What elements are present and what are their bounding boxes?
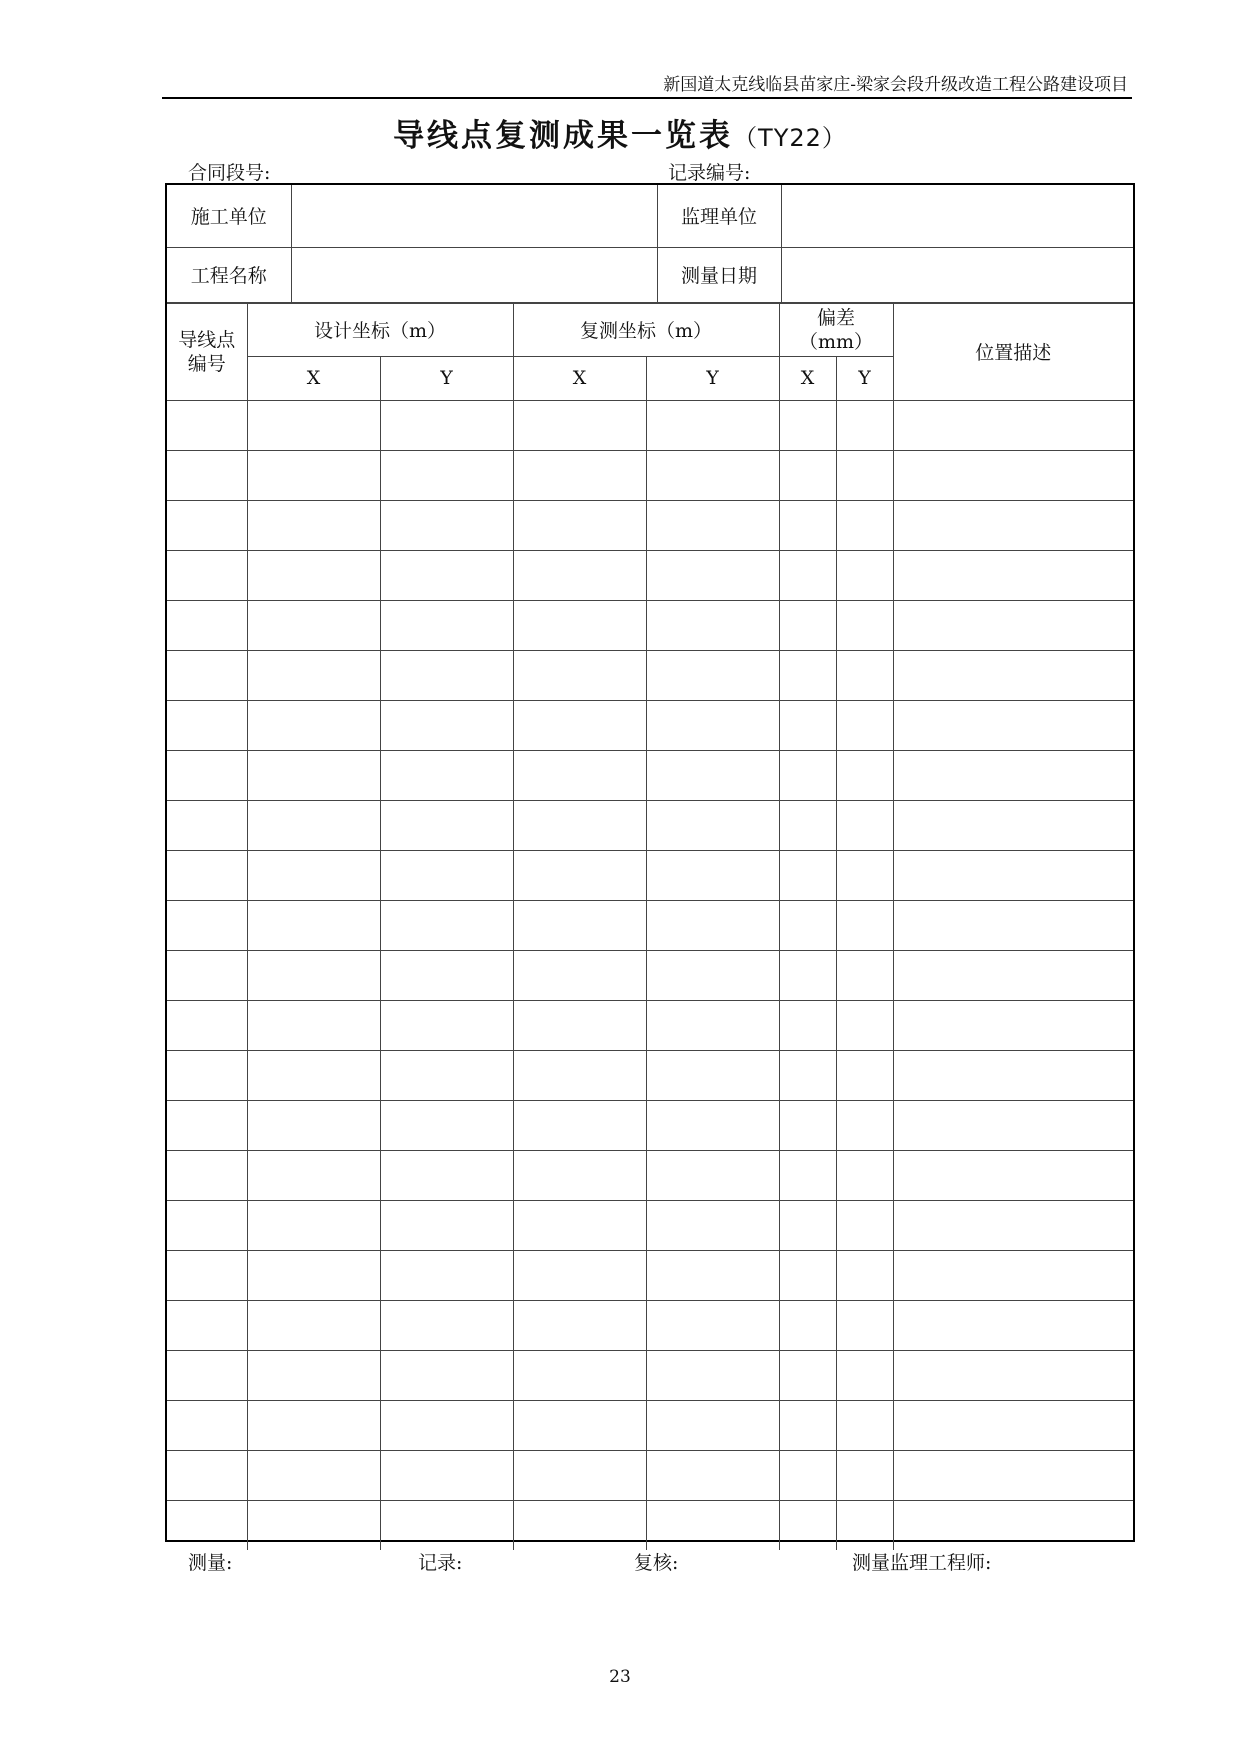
table-cell[interactable] [646, 850, 779, 900]
table-cell[interactable] [247, 900, 380, 950]
table-cell[interactable] [247, 1000, 380, 1050]
table-cell[interactable] [893, 1200, 1133, 1250]
table-row [167, 1500, 1133, 1550]
table-cell[interactable] [247, 400, 380, 450]
table-cell[interactable] [893, 1500, 1133, 1550]
table-cell[interactable] [167, 1500, 247, 1550]
table-cell[interactable] [893, 400, 1133, 450]
table-cell[interactable] [646, 1450, 779, 1500]
table-cell[interactable] [836, 1350, 893, 1400]
table-row [167, 1250, 1133, 1300]
table-cell[interactable] [779, 500, 836, 550]
table-cell[interactable] [380, 750, 513, 800]
table-cell[interactable] [836, 400, 893, 450]
table-cell[interactable] [646, 1150, 779, 1200]
table-cell[interactable] [893, 1250, 1133, 1300]
table-cell[interactable] [380, 500, 513, 550]
table-row [167, 1150, 1133, 1200]
table-cell[interactable] [779, 1250, 836, 1300]
table-cell[interactable] [646, 1050, 779, 1100]
table-cell[interactable] [779, 850, 836, 900]
table-cell[interactable] [167, 1100, 247, 1150]
table-cell[interactable] [893, 1100, 1133, 1150]
table-cell[interactable] [779, 1500, 836, 1550]
table-row [167, 1200, 1133, 1250]
table-cell[interactable] [893, 1000, 1133, 1050]
table-row [167, 1050, 1133, 1100]
table-cell[interactable] [779, 400, 836, 450]
table-cell[interactable] [779, 1200, 836, 1250]
table-row [167, 1350, 1133, 1400]
table-cell[interactable] [836, 1450, 893, 1500]
table-cell[interactable] [513, 1250, 646, 1300]
table-cell[interactable] [646, 800, 779, 850]
table-cell[interactable] [380, 400, 513, 450]
table-cell[interactable] [167, 950, 247, 1000]
table-cell[interactable] [836, 800, 893, 850]
table-cell[interactable] [247, 1500, 380, 1550]
title-code: （TY22） [733, 124, 847, 152]
table-cell[interactable] [646, 500, 779, 550]
table-cell[interactable] [513, 1500, 646, 1550]
table-cell[interactable] [380, 1400, 513, 1450]
table-cell[interactable] [247, 1350, 380, 1400]
check-signature-label: 复核: [634, 1552, 679, 1574]
table-cell[interactable] [513, 950, 646, 1000]
table-cell[interactable] [247, 1100, 380, 1150]
table-cell[interactable] [167, 1050, 247, 1100]
table-cell[interactable] [380, 1500, 513, 1550]
table-cell[interactable] [380, 950, 513, 1000]
table-cell[interactable] [247, 700, 380, 750]
table-cell[interactable] [646, 1250, 779, 1300]
table-cell[interactable] [893, 950, 1133, 1000]
supervision-unit-label: 监理单位 [657, 185, 781, 247]
resurvey-coord-header: 复测坐标（m） [513, 303, 779, 356]
construction-unit-field[interactable] [291, 185, 657, 247]
table-cell[interactable] [836, 600, 893, 650]
record-number-label: 记录编号: [668, 162, 751, 184]
title-main: 导线点复测成果一览表 [393, 118, 734, 154]
table-cell[interactable] [513, 1200, 646, 1250]
design-y-header: Y [380, 356, 513, 400]
table-cell[interactable] [167, 750, 247, 800]
contract-label: 合同段号: [188, 162, 271, 184]
table-cell[interactable] [380, 550, 513, 600]
table-cell[interactable] [836, 1000, 893, 1050]
table-cell[interactable] [779, 900, 836, 950]
table-cell[interactable] [513, 900, 646, 950]
table-row [167, 1450, 1133, 1500]
table-cell[interactable] [247, 1300, 380, 1350]
deviation-header: 偏差（mm） [779, 303, 893, 356]
table-row [167, 1000, 1133, 1050]
table-cell[interactable] [380, 800, 513, 850]
table-cell[interactable] [893, 750, 1133, 800]
resurvey-x-header: X [513, 356, 646, 400]
table-cell[interactable] [380, 1200, 513, 1250]
table-cell[interactable] [167, 1400, 247, 1450]
table-cell[interactable] [893, 900, 1133, 950]
table-cell[interactable] [513, 650, 646, 700]
table-cell[interactable] [646, 1200, 779, 1250]
point-number-header: 导线点编号 [167, 303, 247, 400]
table-cell[interactable] [893, 550, 1133, 600]
table-cell[interactable] [167, 1150, 247, 1200]
table-row [167, 500, 1133, 550]
table-cell[interactable] [836, 1500, 893, 1550]
table-cell[interactable] [893, 1400, 1133, 1450]
table-cell[interactable] [167, 700, 247, 750]
table-cell[interactable] [380, 1350, 513, 1400]
table-cell[interactable] [167, 650, 247, 700]
table-cell[interactable] [247, 1050, 380, 1100]
table-cell[interactable] [779, 1300, 836, 1350]
table-cell[interactable] [646, 450, 779, 500]
table-cell[interactable] [513, 600, 646, 650]
table-cell[interactable] [779, 950, 836, 1000]
table-cell[interactable] [646, 1000, 779, 1050]
table-cell[interactable] [513, 700, 646, 750]
table-cell[interactable] [513, 1050, 646, 1100]
header-row-1 [167, 303, 1133, 356]
table-row [167, 700, 1133, 750]
table-cell[interactable] [513, 1400, 646, 1450]
table-cell[interactable] [247, 950, 380, 1000]
table-cell[interactable] [779, 450, 836, 500]
form-table-frame [165, 183, 1135, 1542]
table-cell[interactable] [380, 650, 513, 700]
table-cell[interactable] [247, 500, 380, 550]
table-cell[interactable] [836, 550, 893, 600]
table-cell[interactable] [893, 500, 1133, 550]
table-cell[interactable] [167, 1450, 247, 1500]
table-cell[interactable] [779, 650, 836, 700]
deviation-y-header: Y [836, 356, 893, 400]
table-cell[interactable] [836, 1400, 893, 1450]
table-cell[interactable] [836, 1200, 893, 1250]
survey-signature-label: 测量: [188, 1552, 233, 1574]
table-cell[interactable] [779, 750, 836, 800]
table-cell[interactable] [779, 600, 836, 650]
table-row [167, 1100, 1133, 1150]
deviation-x-header: X [779, 356, 836, 400]
table-cell[interactable] [167, 1350, 247, 1400]
table-cell[interactable] [513, 1350, 646, 1400]
table-cell[interactable] [167, 1250, 247, 1300]
table-row [167, 650, 1133, 700]
table-cell[interactable] [646, 950, 779, 1000]
table-cell[interactable] [779, 1350, 836, 1400]
table-cell[interactable] [167, 1200, 247, 1250]
table-cell[interactable] [167, 1000, 247, 1050]
header-rule [162, 97, 1132, 99]
table-cell[interactable] [380, 1100, 513, 1150]
table-row [167, 850, 1133, 900]
table-cell[interactable] [646, 1300, 779, 1350]
table-cell[interactable] [893, 1450, 1133, 1500]
table-cell[interactable] [247, 600, 380, 650]
table-row [167, 550, 1133, 600]
table-cell[interactable] [779, 800, 836, 850]
table-cell[interactable] [247, 1150, 380, 1200]
table-cell[interactable] [247, 1400, 380, 1450]
table-cell[interactable] [380, 1000, 513, 1050]
table-cell[interactable] [380, 1300, 513, 1350]
table-row [167, 950, 1133, 1000]
project-name-field[interactable] [291, 247, 657, 302]
table-row [167, 1300, 1133, 1350]
table-cell[interactable] [779, 550, 836, 600]
table-cell[interactable] [893, 1300, 1133, 1350]
table-cell[interactable] [247, 800, 380, 850]
table-cell[interactable] [893, 1150, 1133, 1200]
table-cell[interactable] [380, 1450, 513, 1500]
table-cell[interactable] [167, 450, 247, 500]
table-cell[interactable] [167, 400, 247, 450]
construction-unit-label: 施工单位 [167, 185, 291, 247]
table-cell[interactable] [380, 1250, 513, 1300]
table-cell[interactable] [380, 850, 513, 900]
table-cell[interactable] [247, 750, 380, 800]
table-cell[interactable] [646, 700, 779, 750]
table-cell[interactable] [893, 700, 1133, 750]
table-cell[interactable] [167, 500, 247, 550]
table-cell[interactable] [779, 700, 836, 750]
table-cell[interactable] [167, 600, 247, 650]
design-x-header: X [247, 356, 380, 400]
table-cell[interactable] [646, 1350, 779, 1400]
table-row [167, 1400, 1133, 1450]
table-cell[interactable] [247, 1450, 380, 1500]
table-cell[interactable] [779, 1400, 836, 1450]
table-cell[interactable] [513, 450, 646, 500]
table-cell[interactable] [513, 1000, 646, 1050]
table-cell[interactable] [167, 1300, 247, 1350]
table-cell[interactable] [513, 400, 646, 450]
table-cell[interactable] [247, 550, 380, 600]
table-cell[interactable] [247, 1250, 380, 1300]
table-cell[interactable] [167, 850, 247, 900]
survey-date-label: 测量日期 [657, 247, 781, 302]
table-cell[interactable] [893, 1350, 1133, 1400]
table-cell[interactable] [247, 650, 380, 700]
table-cell[interactable] [893, 850, 1133, 900]
info-row-project [167, 247, 1133, 302]
table-cell[interactable] [836, 500, 893, 550]
survey-results-table [167, 303, 1133, 1551]
table-cell[interactable] [836, 1150, 893, 1200]
location-desc-header: 位置描述 [893, 303, 1133, 400]
table-cell[interactable] [167, 800, 247, 850]
project-header: 新国道太克线临县苗家庄-梁家会段升级改造工程公路建设项目 [663, 75, 1128, 95]
table-cell[interactable] [836, 700, 893, 750]
table-cell[interactable] [779, 1000, 836, 1050]
page-number: 23 [609, 1667, 631, 1687]
table-row [167, 400, 1133, 450]
table-cell[interactable] [893, 650, 1133, 700]
table-cell[interactable] [513, 1450, 646, 1500]
resurvey-y-header: Y [646, 356, 779, 400]
supervision-unit-field[interactable] [781, 185, 1133, 247]
table-cell[interactable] [513, 1150, 646, 1200]
table-cell[interactable] [247, 450, 380, 500]
table-cell[interactable] [646, 650, 779, 700]
table-row [167, 450, 1133, 500]
table-cell[interactable] [167, 550, 247, 600]
table-cell[interactable] [646, 1400, 779, 1450]
table-cell[interactable] [513, 850, 646, 900]
table-cell[interactable] [167, 900, 247, 950]
table-cell[interactable] [513, 1300, 646, 1350]
table-cell[interactable] [836, 1050, 893, 1100]
table-cell[interactable] [380, 450, 513, 500]
table-cell[interactable] [646, 1500, 779, 1550]
table-cell[interactable] [893, 450, 1133, 500]
table-cell[interactable] [893, 1050, 1133, 1100]
table-cell[interactable] [380, 1150, 513, 1200]
engineer-signature-label: 测量监理工程师: [852, 1552, 992, 1574]
table-row [167, 800, 1133, 850]
table-cell[interactable] [247, 1200, 380, 1250]
table-row [167, 750, 1133, 800]
table-cell[interactable] [893, 600, 1133, 650]
table-row [167, 600, 1133, 650]
table-cell[interactable] [646, 400, 779, 450]
table-cell[interactable] [779, 1050, 836, 1100]
table-cell[interactable] [380, 900, 513, 950]
record-signature-label: 记录: [418, 1552, 463, 1574]
form-title [0, 110, 1240, 155]
info-row-units [167, 185, 1133, 247]
table-cell[interactable] [646, 550, 779, 600]
table-cell[interactable] [646, 600, 779, 650]
table-cell[interactable] [836, 1250, 893, 1300]
design-coord-header: 设计坐标（m） [247, 303, 513, 356]
table-cell[interactable] [513, 750, 646, 800]
table-cell[interactable] [836, 750, 893, 800]
table-cell[interactable] [836, 900, 893, 950]
table-cell[interactable] [513, 800, 646, 850]
table-cell[interactable] [779, 1450, 836, 1500]
table-cell[interactable] [646, 900, 779, 950]
table-cell[interactable] [836, 1300, 893, 1350]
table-cell[interactable] [779, 1100, 836, 1150]
table-cell[interactable] [836, 650, 893, 700]
table-cell[interactable] [513, 1100, 646, 1150]
table-cell[interactable] [646, 1100, 779, 1150]
table-cell[interactable] [646, 750, 779, 800]
table-cell[interactable] [893, 800, 1133, 850]
table-cell[interactable] [836, 1100, 893, 1150]
table-cell[interactable] [380, 600, 513, 650]
table-cell[interactable] [380, 1050, 513, 1100]
table-cell[interactable] [513, 500, 646, 550]
table-cell[interactable] [779, 1150, 836, 1200]
table-cell[interactable] [513, 550, 646, 600]
table-row [167, 900, 1133, 950]
table-cell[interactable] [836, 850, 893, 900]
project-name-label: 工程名称 [167, 247, 291, 302]
table-cell[interactable] [836, 450, 893, 500]
survey-date-field[interactable] [781, 247, 1133, 302]
table-cell[interactable] [247, 850, 380, 900]
table-cell[interactable] [380, 700, 513, 750]
info-table [167, 185, 1133, 303]
table-cell[interactable] [836, 950, 893, 1000]
